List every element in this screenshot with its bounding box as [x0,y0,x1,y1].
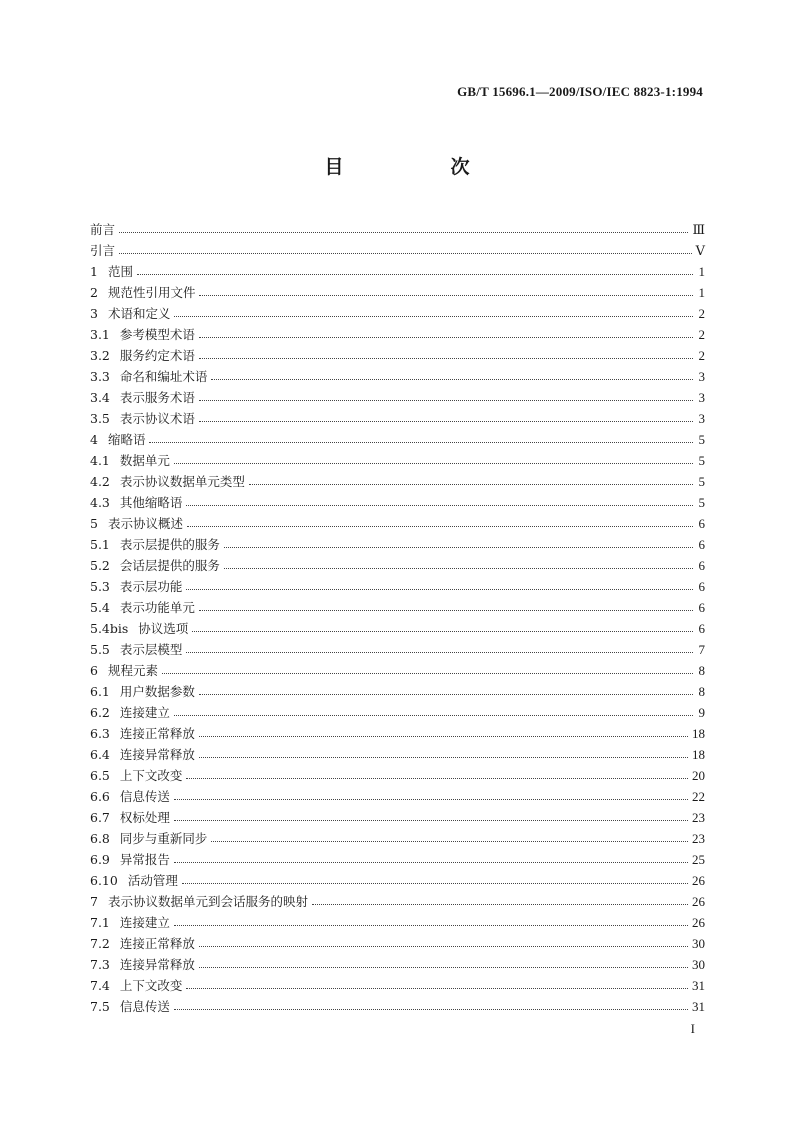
toc-entry-number: 4 [90,432,98,447]
toc-entry-label: 表示层模型 [119,642,183,657]
toc-entry-page: 23 [692,831,705,846]
toc-entry-page: 18 [692,747,705,762]
toc-entry-number: 7.1 [90,915,110,930]
toc-entry-number: 6.3 [90,726,110,741]
toc-entry[interactable] [90,324,705,345]
toc-entry-page: 6 [698,558,705,573]
toc-entry-label: 会话层提供的服务 [119,558,220,573]
toc-entry-label: 活动管理 [127,873,178,888]
toc-entry-number: 6.10 [90,873,118,888]
toc-entry-page: 23 [692,810,705,825]
toc-entry-page: 30 [692,936,705,951]
toc-entry-page: 6 [698,537,705,552]
toc-entry[interactable] [90,849,705,870]
toc-entry-page: 26 [692,915,705,930]
toc-dot-leader [199,295,693,296]
toc-entry[interactable] [90,555,705,576]
toc-dot-leader [199,946,688,947]
toc-entry-page: 5 [698,474,705,489]
toc-entry-number: 3 [90,306,98,321]
toc-entry-page: 1 [698,264,705,279]
toc-entry-page: Ⅲ [692,222,705,237]
toc-entry-label: 连接建立 [119,915,170,930]
toc-entry-page: Ⅴ [695,243,705,258]
toc-entry-page: 5 [698,432,705,447]
toc-entry-number: 6.7 [90,810,110,825]
toc-entry-page: 3 [698,390,705,405]
toc-dot-leader [186,505,693,506]
toc-entry-label: 连接异常释放 [119,747,195,762]
toc-dot-leader [199,358,693,359]
standard-code: GB/T 15696.1—2009/ISO/IEC 8823-1:1994 [457,84,703,99]
toc-entry-page: 5 [698,453,705,468]
toc-entry[interactable] [90,765,705,786]
toc-entry-label: 表示功能单元 [119,600,195,615]
toc-entry-label: 服务约定术语 [119,348,195,363]
toc-entry-number: 5.5 [90,642,110,657]
toc-entry-label: 异常报告 [119,852,170,867]
toc-entry-page: 6 [698,600,705,615]
toc-entry[interactable] [90,471,705,492]
toc-entry-number: 2 [90,285,98,300]
page-title: 目 次 [324,156,514,178]
toc-entry-number: 3.5 [90,411,110,426]
toc-entry-label: 信息传送 [119,999,170,1014]
toc-entry[interactable] [90,597,705,618]
toc-entry[interactable] [90,282,705,303]
toc-entry-number: 5 [90,516,98,531]
toc-entry[interactable] [90,828,705,849]
toc-entry-label: 表示层提供的服务 [119,537,220,552]
toc-entry-label: 表示协议数据单元到会话服务的映射 [107,894,308,909]
page-number: I [690,1021,695,1036]
toc-entry-label: 上下文改变 [119,978,183,993]
toc-dot-leader [162,673,693,674]
toc-entry-label: 连接正常释放 [119,726,195,741]
toc-entry-page: 20 [692,768,705,783]
toc-dot-leader [187,526,693,527]
toc-entry-page: 3 [698,369,705,384]
toc-dot-leader [224,547,693,548]
toc-dot-leader [199,694,693,695]
toc-entry-number: 6.5 [90,768,110,783]
toc-entry[interactable] [90,219,705,240]
toc-entry-page: 6 [698,621,705,636]
toc-entry[interactable] [90,240,705,261]
toc-entry-number: 3.1 [90,327,110,342]
toc-dot-leader [174,862,688,863]
toc-entry-number: 4.1 [90,453,110,468]
toc-entry[interactable] [90,786,705,807]
toc-entry-page: 30 [692,957,705,972]
toc-entry[interactable] [90,534,705,555]
toc-dot-leader [174,1009,688,1010]
toc-entry-page: 8 [698,663,705,678]
toc-dot-leader [199,400,693,401]
toc-entry[interactable] [90,639,705,660]
toc-entry-number: 7.5 [90,999,110,1014]
toc-dot-leader [186,988,688,989]
toc-entry[interactable] [90,975,705,996]
toc-entry-number: 7 [90,894,98,909]
toc-entry-number: 5.3 [90,579,110,594]
toc-entry-page: 2 [698,348,705,363]
toc-entry-label: 用户数据参数 [119,684,195,699]
toc-entry-label: 同步与重新同步 [119,831,208,846]
toc-entry-label: 参考模型术语 [119,327,195,342]
toc-dot-leader [249,484,693,485]
toc-entry-label: 协议选项 [138,621,189,636]
toc-entry-label: 连接异常释放 [119,957,195,972]
toc-entry[interactable] [90,450,705,471]
toc-entry-page: 9 [698,705,705,720]
toc-dot-leader [199,421,693,422]
toc-entry-label: 表示协议概述 [107,516,183,531]
toc-entry-page: 31 [692,999,705,1014]
toc-entry-page: 25 [692,852,705,867]
toc-dot-leader [199,610,693,611]
toc-entry[interactable] [90,366,705,387]
toc-entry-label: 引言 [90,243,116,258]
toc-dot-leader [192,631,693,632]
toc-entry-label: 术语和定义 [107,306,171,321]
toc-dot-leader [186,778,688,779]
toc-entry-label: 数据单元 [119,453,170,468]
toc-entry[interactable] [90,408,705,429]
toc-dot-leader [186,589,693,590]
toc-entry-page: 7 [698,642,705,657]
toc-entry[interactable] [90,345,705,366]
toc-entry-label: 信息传送 [119,789,170,804]
toc-entry-label: 其他缩略语 [119,495,183,510]
toc-entry-number: 6 [90,663,98,678]
toc-entry-label: 上下文改变 [119,768,183,783]
toc-dot-leader [211,841,688,842]
toc-entry-label: 规范性引用文件 [107,285,196,300]
toc-entry-page: 26 [692,894,705,909]
toc-entry[interactable] [90,933,705,954]
toc-entry-page: 8 [698,684,705,699]
toc-entry-label: 表示服务术语 [119,390,195,405]
toc-entry-label: 前言 [90,222,116,237]
toc-entry-number: 3.4 [90,390,110,405]
toc-dot-leader [174,799,688,800]
toc-entry[interactable] [90,723,705,744]
toc-entry-number: 6.6 [90,789,110,804]
toc-entry[interactable] [90,387,705,408]
toc-dot-leader [199,337,693,338]
toc-entry[interactable] [90,660,705,681]
toc-entry-number: 5.1 [90,537,110,552]
toc-entry[interactable] [90,618,705,639]
toc-entry-label: 连接正常释放 [119,936,195,951]
toc-dot-leader [199,757,688,758]
toc-entry[interactable] [90,303,705,324]
toc-entry-number: 6.1 [90,684,110,699]
toc-entry[interactable] [90,681,705,702]
toc-dot-leader [119,232,688,233]
toc-entry-number: 7.4 [90,978,110,993]
toc-entry-page: 5 [698,495,705,510]
toc-entry-label: 命名和编址术语 [119,369,208,384]
toc-dot-leader [119,253,692,254]
toc-entry-label: 缩略语 [107,432,146,447]
toc-entry[interactable] [90,744,705,765]
toc-entry-number: 3.3 [90,369,110,384]
toc-entry[interactable] [90,807,705,828]
toc-entry[interactable] [90,261,705,282]
toc-entry[interactable] [90,429,705,450]
toc-dot-leader [224,568,693,569]
toc-dot-leader [312,904,688,905]
toc-entry-number: 5.4 [90,600,110,615]
toc-entry-number: 4.2 [90,474,110,489]
toc-dot-leader [211,379,693,380]
toc-entry-label: 权标处理 [119,810,170,825]
toc-entry-label: 规程元素 [107,663,158,678]
toc-entry-page: 6 [698,579,705,594]
toc-entry-number: 5.2 [90,558,110,573]
toc-entry[interactable] [90,996,705,1017]
toc-entry-label: 范围 [107,264,133,279]
toc-entry-label: 表示层功能 [119,579,183,594]
toc-entry-number: 6.2 [90,705,110,720]
toc-entry-number: 6.9 [90,852,110,867]
toc-entry[interactable] [90,576,705,597]
toc-entry-page: 2 [698,327,705,342]
toc-entry-number: 7.3 [90,957,110,972]
toc-entry-page: 22 [692,789,705,804]
toc-entry-label: 表示协议数据单元类型 [119,474,245,489]
toc-entry-number: 7.2 [90,936,110,951]
toc-dot-leader [174,316,693,317]
table-of-contents [90,219,705,1017]
toc-entry-page: 26 [692,873,705,888]
toc-entry-number: 3.2 [90,348,110,363]
toc-entry-label: 连接建立 [119,705,170,720]
toc-entry-number: 1 [90,264,98,279]
toc-entry-number: 6.8 [90,831,110,846]
toc-entry-number: 4.3 [90,495,110,510]
toc-entry-number: 6.4 [90,747,110,762]
toc-entry-page: 6 [698,516,705,531]
toc-entry[interactable] [90,870,705,891]
toc-entry[interactable] [90,954,705,975]
toc-dot-leader [186,652,693,653]
toc-entry-page: 3 [698,411,705,426]
toc-entry-page: 2 [698,306,705,321]
toc-entry[interactable] [90,492,705,513]
toc-entry-label: 表示协议术语 [119,411,195,426]
toc-dot-leader [174,715,693,716]
toc-dot-leader [199,736,688,737]
toc-dot-leader [174,820,688,821]
toc-dot-leader [137,274,693,275]
toc-dot-leader [174,925,688,926]
toc-entry[interactable] [90,702,705,723]
toc-dot-leader [199,967,688,968]
toc-dot-leader [174,463,693,464]
toc-entry-page: 1 [698,285,705,300]
toc-entry-number: 5.4bis [90,621,129,636]
toc-entry[interactable] [90,891,705,912]
toc-entry[interactable] [90,513,705,534]
toc-dot-leader [149,442,693,443]
toc-entry-page: 31 [692,978,705,993]
toc-entry-page: 18 [692,726,705,741]
toc-dot-leader [182,883,688,884]
toc-entry[interactable] [90,912,705,933]
